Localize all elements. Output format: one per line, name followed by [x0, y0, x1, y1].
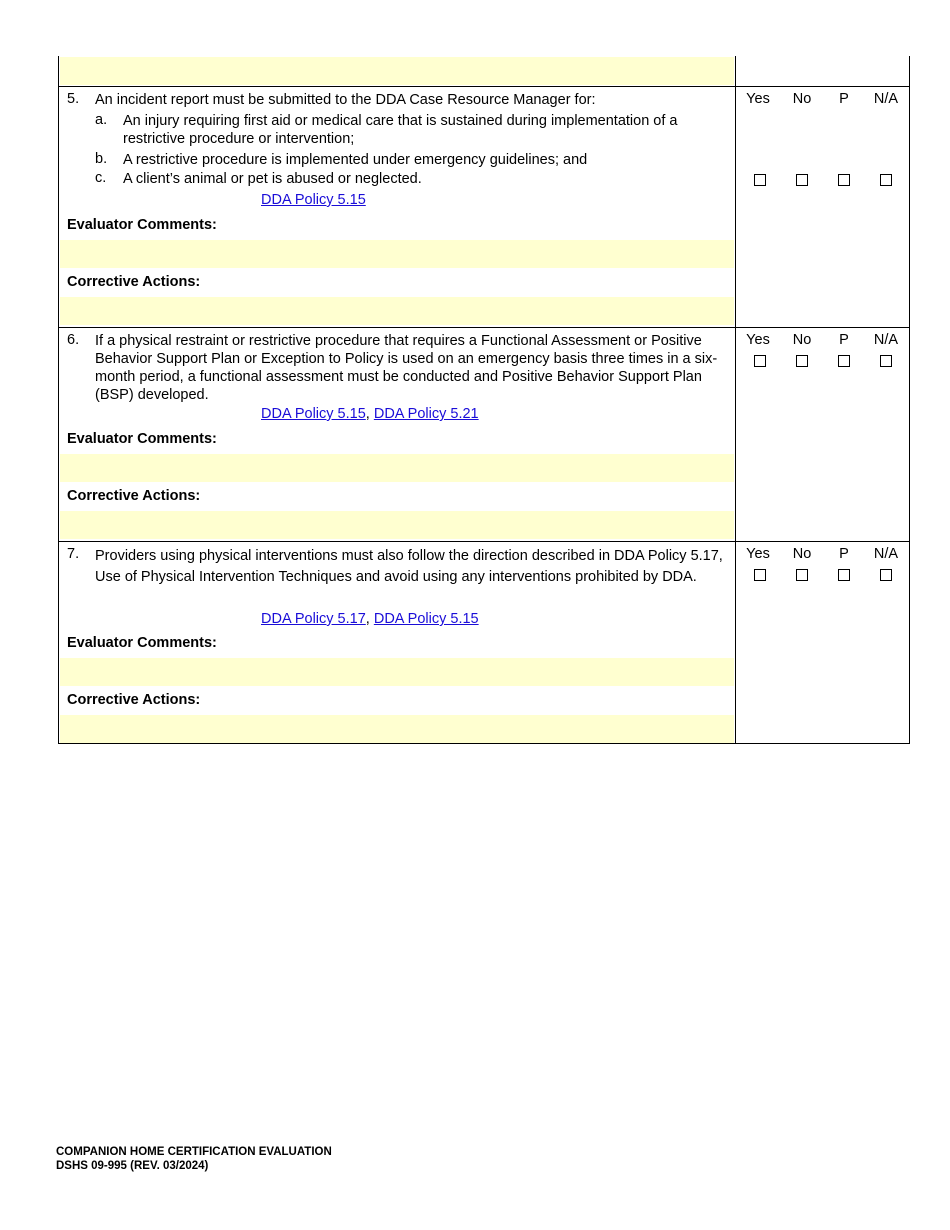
item-6-number: 6.	[67, 332, 80, 348]
subitem-letter: a.	[95, 112, 108, 128]
item-6-evaluator-comments-label: Evaluator Comments:	[67, 431, 217, 447]
subitem-letter: b.	[95, 151, 108, 167]
subitem-text: A restrictive procedure is implemented under emergency guidelines; and	[123, 152, 588, 168]
policy-link[interactable]: DDA Policy 5.21	[373, 406, 479, 422]
column-divider	[735, 56, 736, 744]
item-6-corrective-actions-label: Corrective Actions:	[67, 488, 201, 504]
row-tick	[909, 453, 910, 482]
item-5-yes-checkbox[interactable]	[754, 174, 766, 186]
item-7-evaluator-comments-field[interactable]	[60, 658, 734, 686]
item-6-option-na: N/A	[873, 332, 899, 348]
item-5-corrective-actions-field[interactable]	[60, 297, 734, 325]
item-6-corrective-actions-field[interactable]	[60, 511, 734, 539]
form-title: COMPANION HOME CERTIFICATION EVALUATION	[56, 1146, 332, 1158]
item-7-evaluator-comments-label: Evaluator Comments:	[67, 635, 217, 651]
item-5-option-no: No	[792, 91, 812, 107]
item-7-corrective-actions-label: Corrective Actions:	[67, 692, 201, 708]
item-7-option-na: N/A	[873, 546, 899, 562]
item-5-na-checkbox[interactable]	[880, 174, 892, 186]
item-7-na-checkbox[interactable]	[880, 569, 892, 581]
item-6-policy-links	[261, 406, 479, 422]
item-6-yes-checkbox[interactable]	[754, 355, 766, 367]
item-5-p-checkbox[interactable]	[838, 174, 850, 186]
row-tick	[909, 296, 910, 325]
item-5-option-p: P	[839, 91, 849, 107]
form-footer	[56, 1145, 332, 1173]
item-7-text: Providers using physical interventions must also follow the direction described in DDA Policy 5.17, Use of Physical Intervention Techniques and avoid using any interventions prohibited by DDA.	[95, 548, 723, 585]
item-6-option-no: No	[792, 332, 812, 348]
form-number: DSHS 09-995 (REV. 03/2024)	[56, 1160, 209, 1172]
item-6-option-yes: Yes	[746, 332, 770, 348]
policy-link[interactable]: DDA Policy 5.15	[373, 611, 479, 627]
policy-separator: ,	[365, 406, 374, 422]
row-tick	[909, 239, 910, 268]
row-tick	[909, 657, 910, 686]
item-5-number: 5.	[67, 91, 80, 107]
policy-link[interactable]: DDA Policy 5.15	[261, 192, 366, 208]
prior-corrective-actions-field[interactable]	[60, 57, 734, 85]
item-7-yes-checkbox[interactable]	[754, 569, 766, 581]
item-7-no-checkbox[interactable]	[796, 569, 808, 581]
row-divider	[58, 86, 910, 87]
item-5-option-na: N/A	[873, 91, 899, 107]
policy-link[interactable]: DDA Policy 5.15	[261, 406, 366, 422]
item-6-no-checkbox[interactable]	[796, 355, 808, 367]
item-7-option-yes: Yes	[746, 546, 770, 562]
item-7-policy-links	[261, 611, 479, 627]
item-7-p-checkbox[interactable]	[838, 569, 850, 581]
item-5-option-yes: Yes	[746, 91, 770, 107]
item-5-evaluator-comments-label: Evaluator Comments:	[67, 217, 217, 233]
item-7-option-no: No	[792, 546, 812, 562]
row-divider	[58, 541, 910, 542]
policy-link[interactable]: DDA Policy 5.17	[261, 611, 366, 627]
item-6-p-checkbox[interactable]	[838, 355, 850, 367]
item-5-text: An incident report must be submitted to the DDA Case Resource Manager for:	[95, 92, 596, 108]
item-6-evaluator-comments-field[interactable]	[60, 454, 734, 482]
subitem-text: An injury requiring first aid or medical care that is sustained during implementation of a restrictive procedure or intervention;	[123, 113, 678, 147]
subitem-letter: c.	[95, 170, 107, 186]
item-5-corrective-actions-label: Corrective Actions:	[67, 274, 201, 290]
item-7-corrective-actions-field[interactable]	[60, 715, 734, 743]
item-7-number: 7.	[67, 546, 80, 562]
item-5-evaluator-comments-field[interactable]	[60, 240, 734, 268]
subitem-text: A client’s animal or pet is abused or neglected.	[123, 171, 422, 187]
item-7-option-p: P	[839, 546, 849, 562]
item-5-no-checkbox[interactable]	[796, 174, 808, 186]
row-divider	[58, 327, 910, 328]
item-5-policy-links	[261, 192, 366, 208]
item-6-text: If a physical restraint or restrictive procedure that requires a Functional Assessment or Positive Behavior Support Plan or Exception to Policy is used on an emergency basis three times in a six-month period, a functional assessment must be conducted and Positive Behavior Support Plan (BSP) developed.	[95, 333, 718, 403]
item-6-na-checkbox[interactable]	[880, 355, 892, 367]
policy-separator: ,	[365, 611, 374, 627]
item-6-option-p: P	[839, 332, 849, 348]
row-tick	[909, 510, 910, 539]
